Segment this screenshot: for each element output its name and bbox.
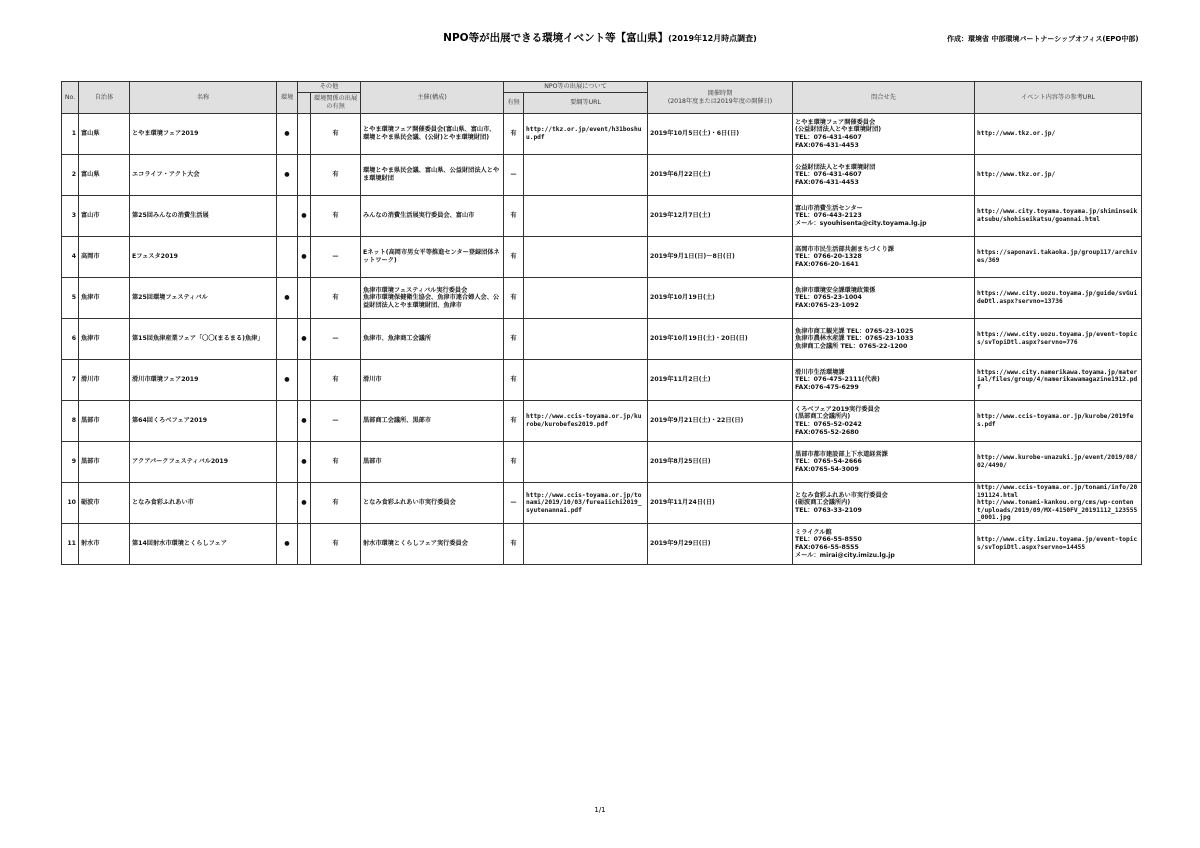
row-name: 第14回射水市環境とくらしフェア xyxy=(130,524,277,565)
table-row xyxy=(62,196,1142,237)
row-env xyxy=(277,319,298,360)
table-row xyxy=(62,401,1142,442)
row-name: となみ食彩ふれあい市 xyxy=(130,483,277,524)
row-no: 6 xyxy=(62,319,79,360)
row-env xyxy=(277,196,298,237)
row-ref-url[interactable]: http://www.city.imizu.toyama.jp/event-topics/svTopiDtl.aspx?servno=14455 xyxy=(975,524,1142,565)
header-other: その他 xyxy=(298,82,361,93)
row-municipality: 富山県 xyxy=(79,114,130,155)
header-npo-url: 要綱等URL xyxy=(524,93,648,114)
row-booth-yes: — xyxy=(311,401,361,442)
header-env-booth: 環境関係の出展の有無 xyxy=(311,93,361,114)
row-npo: — xyxy=(504,483,524,524)
row-npo-url xyxy=(524,360,648,401)
row-municipality: 高岡市 xyxy=(79,237,130,278)
row-ref-url[interactable]: https://www.city.uozu.toyama.jp/event-topics/svTopiDtl.aspx?servno=776 xyxy=(975,319,1142,360)
row-env: ● xyxy=(277,114,298,155)
row-contact: 黒部市都市建設部上下水道経営課 TEL：0765-54-2666 FAX:0765-54-3009 xyxy=(793,442,975,483)
header-name: 名称 xyxy=(130,82,277,114)
row-npo-url xyxy=(524,155,648,196)
header-ref-url: イベント内容等の参考URL xyxy=(975,82,1142,114)
row-env-booth: ● xyxy=(298,196,311,237)
row-ref-url[interactable]: http://www.city.toyama.toyama.jp/shiminseikatsubu/shohiseikatsu/goannai.html xyxy=(975,196,1142,237)
row-booth-yes: 有 xyxy=(311,483,361,524)
row-env-booth: ● xyxy=(298,319,311,360)
row-period: 2019年10月19日(土)・20日(日) xyxy=(648,319,793,360)
row-npo: 有 xyxy=(504,442,524,483)
event-table xyxy=(61,81,1142,565)
row-name: アクアパークフェスティバル2019 xyxy=(130,442,277,483)
row-npo-url[interactable]: http://www.ccis-toyama.or.jp/tonami/2019/10/03/fureaiichi2019_syutenannai.pdf xyxy=(524,483,648,524)
row-organizer: となみ食彩ふれあい市実行委員会 xyxy=(361,483,504,524)
table-row xyxy=(62,319,1142,360)
row-ref-url[interactable]: http://www.ccis-toyama.or.jp/tonami/info/20191124.html http://www.tonami-kankou.org/cms/wp-content/uploads/2019/09/MX-4150FV_20191112_123555_0001.jpg xyxy=(975,483,1142,524)
row-booth-yes: 有 xyxy=(311,360,361,401)
row-municipality: 砺波市 xyxy=(79,483,130,524)
row-npo-url xyxy=(524,319,648,360)
row-env-booth xyxy=(298,278,311,319)
row-name: 第15回魚津産業フェア「〇〇(まるまる)魚津」 xyxy=(130,319,277,360)
row-municipality: 富山市 xyxy=(79,196,130,237)
row-env-booth: ● xyxy=(298,442,311,483)
row-npo-url xyxy=(524,196,648,237)
row-period: 2019年9月29日(日) xyxy=(648,524,793,565)
header-period-title: 開催時期 xyxy=(707,89,733,97)
row-name: 滑川市環境フェア2019 xyxy=(130,360,277,401)
row-municipality: 富山県 xyxy=(79,155,130,196)
row-npo-url[interactable]: http://tkz.or.jp/event/h31boshuu.pdf xyxy=(524,114,648,155)
table-row xyxy=(62,360,1142,401)
row-ref-url[interactable]: https://www.city.namerikawa.toyama.jp/material/files/group/4/namerikawamagazine1912.pdf xyxy=(975,360,1142,401)
row-organizer: 魚津市環境フェスティバル実行委員会 魚津市環境保健衛生協会、魚津市連合婦人会、公益財団法人とやま環境財団、魚津市 xyxy=(361,278,504,319)
row-env xyxy=(277,442,298,483)
row-no: 10 xyxy=(62,483,79,524)
row-no: 4 xyxy=(62,237,79,278)
row-env: ● xyxy=(277,155,298,196)
table-row xyxy=(62,278,1142,319)
row-organizer: 魚津市、魚津商工会議所 xyxy=(361,319,504,360)
row-name: 第64回くろべフェア2019 xyxy=(130,401,277,442)
row-contact: とやま環境フェア開催委員会 (公益財団法人とやま環境財団) TEL：076-431-4607 FAX:076-431-4453 xyxy=(793,114,975,155)
header-organizer: 主催(構成) xyxy=(361,82,504,114)
row-organizer: Eネット(高岡市男女平等推進センター登録団体ネットワーク) xyxy=(361,237,504,278)
header-period xyxy=(648,82,793,114)
row-env xyxy=(277,483,298,524)
header-npo-yesno: 有無 xyxy=(504,93,524,114)
row-env-booth: ● xyxy=(298,237,311,278)
row-organizer: 環境とやま県民会議、富山県、公益財団法人とやま環境財団 xyxy=(361,155,504,196)
row-period: 2019年8月25日(日) xyxy=(648,442,793,483)
table-row xyxy=(62,237,1142,278)
row-name: 第25回みんなの消費生活展 xyxy=(130,196,277,237)
row-period: 2019年11月2日(土) xyxy=(648,360,793,401)
row-organizer: みんなの消費生活展実行委員会、富山市 xyxy=(361,196,504,237)
row-period: 2019年9月1日(日)～8日(日) xyxy=(648,237,793,278)
row-period: 2019年12月7日(土) xyxy=(648,196,793,237)
row-municipality: 黒部市 xyxy=(79,401,130,442)
row-period: 2019年10月5日(土)・6日(日) xyxy=(648,114,793,155)
table-row xyxy=(62,114,1142,155)
row-ref-url[interactable]: http://www.ccis-toyama.or.jp/kurobe/2019fes.pdf xyxy=(975,401,1142,442)
row-booth-yes: 有 xyxy=(311,196,361,237)
row-env-booth: ● xyxy=(298,483,311,524)
row-name: 第25回環境フェスティバル xyxy=(130,278,277,319)
row-ref-url[interactable]: http://www.kurobe-unazuki.jp/event/2019/08/02/4490/ xyxy=(975,442,1142,483)
row-npo-url xyxy=(524,237,648,278)
row-env-booth xyxy=(298,524,311,565)
row-npo: 有 xyxy=(504,524,524,565)
header-npo: NPO等の出展について xyxy=(504,82,648,93)
row-contact: 魚津市商工観光課 TEL：0765-23-1025 魚津市農林水産課 TEL：0765-23-1033 魚津商工会議所 TEL：0765-22-1200 xyxy=(793,319,975,360)
author-credit: 作成：環境省 中部環境パートナーシップオフィス(EPO中部) xyxy=(947,35,1139,43)
row-ref-url[interactable]: http://www.tkz.or.jp/ xyxy=(975,155,1142,196)
table-row xyxy=(62,155,1142,196)
row-name: とやま環境フェア2019 xyxy=(130,114,277,155)
table-row xyxy=(62,483,1142,524)
row-contact: 滑川市生活環境課 TEL：076-475-2111(代表) FAX:076-475-6299 xyxy=(793,360,975,401)
row-booth-yes: 有 xyxy=(311,442,361,483)
row-municipality: 射水市 xyxy=(79,524,130,565)
row-env: ● xyxy=(277,278,298,319)
header-other-blank xyxy=(298,93,311,114)
row-contact: 富山市消費生活センター TEL：076-443-2123 メール：syouhisenta@city.toyama.lg.jp xyxy=(793,196,975,237)
row-npo-url xyxy=(524,278,648,319)
row-env: ● xyxy=(277,360,298,401)
row-npo: 有 xyxy=(504,319,524,360)
row-env: ● xyxy=(277,524,298,565)
row-no: 11 xyxy=(62,524,79,565)
row-municipality: 黒部市 xyxy=(79,442,130,483)
row-env-booth xyxy=(298,155,311,196)
row-name: Eフェスタ2019 xyxy=(130,237,277,278)
row-env xyxy=(277,401,298,442)
row-env-booth: ● xyxy=(298,401,311,442)
row-municipality: 滑川市 xyxy=(79,360,130,401)
row-booth-yes: 有 xyxy=(311,155,361,196)
row-organizer: とやま環境フェア開催委員会(富山県、富山市、環境とやま県民会議、(公財)とやま環境財団) xyxy=(361,114,504,155)
row-no: 2 xyxy=(62,155,79,196)
row-npo: 有 xyxy=(504,360,524,401)
row-municipality: 魚津市 xyxy=(79,319,130,360)
row-npo: — xyxy=(504,155,524,196)
header-no: No. xyxy=(62,82,79,114)
row-no: 1 xyxy=(62,114,79,155)
table-row xyxy=(62,524,1142,565)
row-env xyxy=(277,237,298,278)
row-ref-url[interactable]: https://www.city.uozu.toyama.jp/guide/svGuideDtl.aspx?servno=13736 xyxy=(975,278,1142,319)
header-municipality: 自治体 xyxy=(79,82,130,114)
row-organizer: 黒部商工会議所、黒部市 xyxy=(361,401,504,442)
row-ref-url[interactable]: https://saponavi.takaoka.jp/group117/archives/369 xyxy=(975,237,1142,278)
row-contact: 魚津市環境安全課環境政策係 TEL：0765-23-1004 FAX:0765-23-1092 xyxy=(793,278,975,319)
table-row xyxy=(62,442,1142,483)
header-contact: 問合せ先 xyxy=(793,82,975,114)
row-npo: 有 xyxy=(504,237,524,278)
row-period: 2019年9月21日(土)・22日(日) xyxy=(648,401,793,442)
row-no: 8 xyxy=(62,401,79,442)
row-municipality: 魚津市 xyxy=(79,278,130,319)
row-contact: 公益財団法人とやま環境財団 TEL：076-431-4607 FAX:076-431-4453 xyxy=(793,155,975,196)
row-organizer: 射水市環境とくらしフェア実行委員会 xyxy=(361,524,504,565)
row-ref-url[interactable]: http://www.tkz.or.jp/ xyxy=(975,114,1142,155)
row-booth-yes: 有 xyxy=(311,524,361,565)
row-env-booth xyxy=(298,360,311,401)
row-npo-url[interactable]: http://www.ccis-toyama.or.jp/kurobe/kurobefes2019.pdf xyxy=(524,401,648,442)
row-npo: 有 xyxy=(504,114,524,155)
row-name: エコライフ・アクト大会 xyxy=(130,155,277,196)
row-npo-url xyxy=(524,524,648,565)
row-period: 2019年10月19日(土) xyxy=(648,278,793,319)
row-no: 9 xyxy=(62,442,79,483)
row-npo: 有 xyxy=(504,401,524,442)
page-number: 1/1 xyxy=(594,806,606,814)
row-organizer: 滑川市 xyxy=(361,360,504,401)
title-subtitle: (2019年12月時点調査) xyxy=(668,34,757,43)
row-npo: 有 xyxy=(504,278,524,319)
header-env: 環境 xyxy=(277,82,298,114)
row-booth-yes: 有 xyxy=(311,278,361,319)
row-npo-url xyxy=(524,442,648,483)
row-contact: となみ食彩ふれあい市実行委員会 (砺波商工会議所内) TEL：0763-33-2109 xyxy=(793,483,975,524)
row-booth-yes: 有 xyxy=(311,114,361,155)
row-contact: ミライクル館 TEL：0766-55-8550 FAX:0766-55-8555 メール：mirai@city.imizu.lg.jp xyxy=(793,524,975,565)
row-period: 2019年11月24日(日) xyxy=(648,483,793,524)
row-env-booth xyxy=(298,114,311,155)
row-no: 3 xyxy=(62,196,79,237)
row-npo: 有 xyxy=(504,196,524,237)
title-main: NPO等が出展できる環境イベント等【富山県】 xyxy=(443,32,669,44)
header-period-note: (2018年度または2019年度の開催日) xyxy=(667,97,773,105)
row-booth-yes: — xyxy=(311,237,361,278)
row-period: 2019年6月22日(土) xyxy=(648,155,793,196)
row-contact: 高岡市市民生活部共創まちづくり課 TEL：0766-20-1328 FAX:0766-20-1641 xyxy=(793,237,975,278)
row-contact: くろべフェア2019実行委員会 (黒部商工会議所内) TEL：0765-52-0242 FAX:0765-52-2680 xyxy=(793,401,975,442)
row-booth-yes: — xyxy=(311,319,361,360)
row-no: 5 xyxy=(62,278,79,319)
row-organizer: 黒部市 xyxy=(361,442,504,483)
row-no: 7 xyxy=(62,360,79,401)
